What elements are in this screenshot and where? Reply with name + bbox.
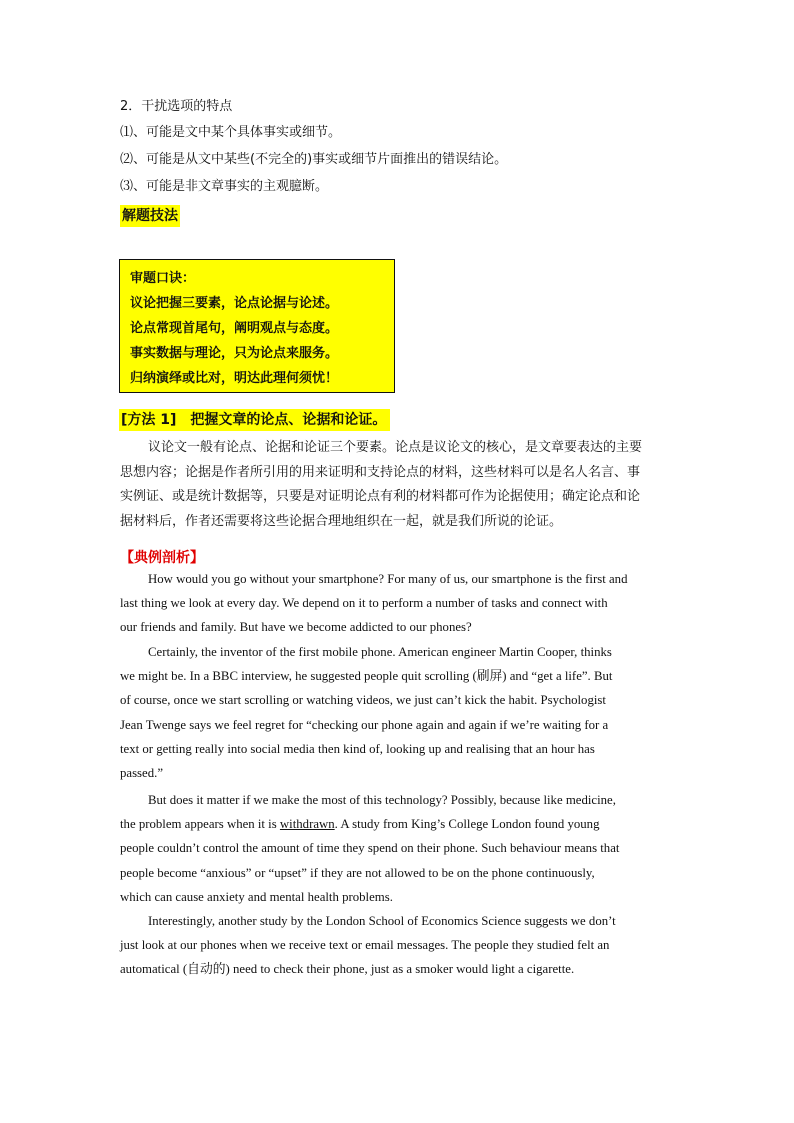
passage-line: last thing we look at every day. We depend on it to perform a number of tasks and connect with bbox=[120, 596, 608, 611]
underlined-word: withdrawn bbox=[279, 817, 335, 832]
passage-line: people become “anxious” or “upset” if they are not allowed to be on the phone continuously, bbox=[120, 865, 595, 880]
passage-line: Jean Twenge says we feel regret for “checking our phone again and again if we’re waiting for a bbox=[120, 717, 609, 732]
passage-paragraph-2 bbox=[120, 640, 680, 785]
passage-text: . A study from King’s College London found young bbox=[334, 817, 600, 832]
point-item-2: ⑵、可能是从文中某些(不完全的)事实或细节片面推出的错误结论。 bbox=[120, 152, 508, 167]
rhyme-line: 事实数据与理论，只为论点来服务。 bbox=[130, 346, 339, 361]
passage-line: which can cause anxiety and mental health problems. bbox=[120, 889, 393, 904]
passage-paragraph-4 bbox=[120, 909, 680, 982]
example-label: 【典例剖析】 bbox=[120, 550, 204, 566]
intro-line: 实例证、或是统计数据等，只要是对证明论点有利的材料都可作为论据使用；确定论点和论 bbox=[120, 489, 641, 504]
passage-line: passed.” bbox=[120, 766, 163, 781]
point-item-3: ⑶、可能是非文章事实的主观臆断。 bbox=[120, 179, 329, 194]
method-tag: [方法 1] bbox=[121, 412, 177, 428]
passage-line: our friends and family. But have we become addicted to our phones? bbox=[120, 620, 472, 635]
point-item-1: ⑴、可能是文中某个具体事实或细节。 bbox=[120, 125, 342, 140]
method-heading bbox=[119, 409, 390, 431]
techniques-label: 解题技法 bbox=[120, 205, 180, 227]
rhyme-line: 论点常现首尾句，阐明观点与态度。 bbox=[130, 321, 339, 336]
passage-line: automatical (自动的) need to check their phone, just as a smoker would light a cigarette. bbox=[120, 962, 575, 977]
passage-line: just look at our phones when we receive text or email messages. The people they studied felt an bbox=[120, 938, 610, 953]
passage-line: How would you go without your smartphone? For many of us, our smartphone is the first and bbox=[148, 572, 628, 586]
intro-line: 据材料后，作者还需要将这些论据合理地组织在一起，就是我们所说的论证。 bbox=[120, 513, 563, 529]
rhyme-line: 议论把握三要素，论点论据与论述。 bbox=[130, 296, 339, 311]
passage-line: Interestingly, another study by the London School of Economics Science suggests we don’t bbox=[148, 914, 616, 928]
rhyme-title: 审题口诀： bbox=[130, 271, 196, 286]
passage-line: of course, once we start scrolling or watching videos, we just can’t kick the habit. Psychologist bbox=[120, 693, 606, 708]
passage-line: people couldn’t control the amount of time they spend on their phone. Such behaviour means that bbox=[120, 841, 620, 856]
passage-line: But does it matter if we make the most of this technology? Possibly, because like medicine, bbox=[148, 793, 616, 807]
passage-line: text or getting really into social media then kind of, looking up and realising that an hour has bbox=[120, 741, 595, 756]
passage-paragraph-1 bbox=[120, 567, 680, 640]
method-title: 把握文章的论点、论据和论证。 bbox=[190, 412, 387, 428]
passage-line: we might be. In a BBC interview, he suggested people quit scrolling (刷屏) and “get a life”. But bbox=[120, 669, 613, 684]
rhyme-line: 归纳演绎或比对，明达此理何须忧！ bbox=[130, 371, 339, 386]
intro-line: 思想内容；论据是作者所引用的用来证明和支持论点的材料，这些材料可以是名人名言、事 bbox=[120, 464, 641, 480]
passage-paragraph-3 bbox=[120, 788, 680, 909]
intro-paragraph bbox=[120, 436, 680, 534]
passage-line bbox=[120, 812, 680, 836]
points-heading: 2．干扰选项的特点 bbox=[120, 99, 233, 114]
rhyme-box bbox=[119, 259, 395, 393]
passage-text: the problem appears when it is bbox=[120, 817, 280, 832]
passage-line: Certainly, the inventor of the first mobile phone. American engineer Martin Cooper, thinks bbox=[148, 645, 612, 659]
intro-line: 议论文一般有论点、论据和论证三个要素。论点是议论文的核心，是文章要表达的主要 bbox=[148, 440, 643, 455]
